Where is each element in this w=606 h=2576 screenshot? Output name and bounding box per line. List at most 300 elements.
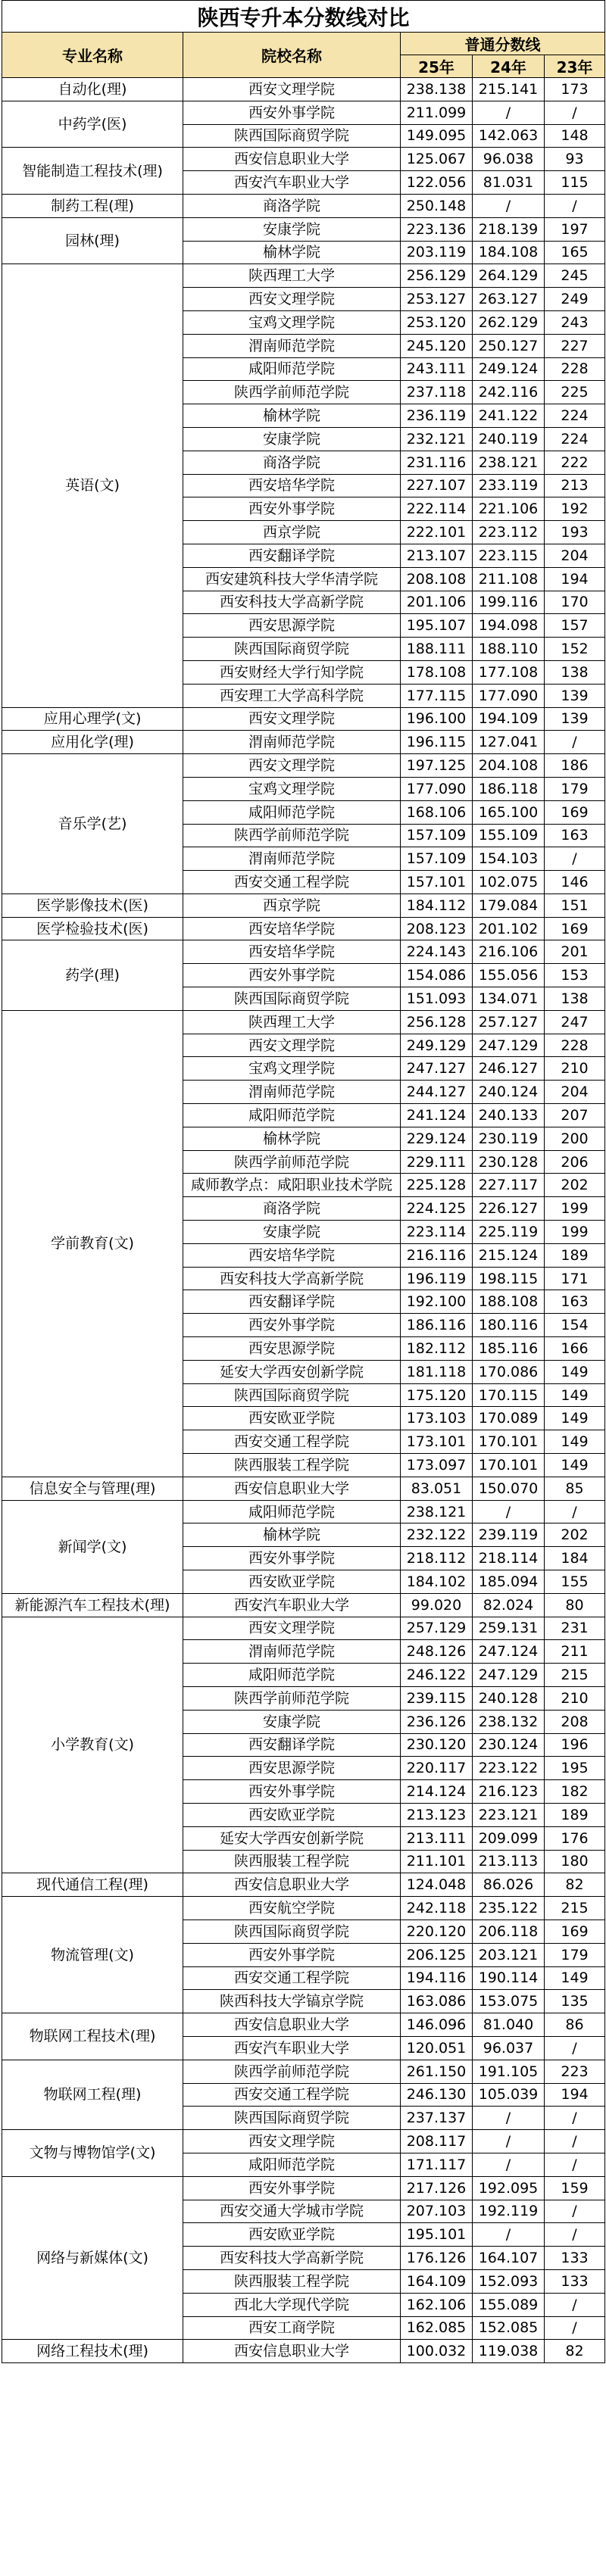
score-2023: 201 <box>545 940 605 964</box>
score-2024: 155.056 <box>473 964 545 987</box>
header-year-2023: 23年 <box>545 55 605 78</box>
score-2025: 201.106 <box>401 591 473 614</box>
score-2024: 96.038 <box>473 148 545 171</box>
school-name: 西安信息职业大学 <box>183 2013 401 2037</box>
school-name: 西安信息职业大学 <box>183 148 401 171</box>
school-name: 陕西学前师范学院 <box>183 2060 401 2083</box>
score-2024: 180.116 <box>473 1314 545 1337</box>
major-name: 现代通信工程(理) <box>2 1873 183 1897</box>
score-2023: 115 <box>545 171 605 195</box>
school-name: 陕西学前师范学院 <box>183 1150 401 1174</box>
score-2024: / <box>473 2223 545 2247</box>
score-2025: 164.109 <box>401 2269 473 2293</box>
school-name: 咸阳师范学院 <box>183 800 401 824</box>
school-name: 西安文理学院 <box>183 1034 401 1057</box>
score-2025: 247.127 <box>401 1057 473 1081</box>
score-2024: 81.031 <box>473 171 545 195</box>
score-2023: 182 <box>545 1780 605 1804</box>
score-2024: 192.119 <box>473 2200 545 2223</box>
score-2024: 209.099 <box>473 1826 545 1850</box>
school-name: 西安思源学院 <box>183 614 401 638</box>
score-2024: 240.119 <box>473 427 545 451</box>
score-2025: 229.111 <box>401 1150 473 1174</box>
school-name: 陕西服装工程学院 <box>183 1850 401 1873</box>
score-2025: 238.138 <box>401 78 473 101</box>
score-2024: 250.127 <box>473 334 545 357</box>
school-name: 延安大学西安创新学院 <box>183 1826 401 1850</box>
score-2025: 182.112 <box>401 1337 473 1361</box>
school-name: 咸阳师范学院 <box>183 357 401 381</box>
score-2023: 247 <box>545 1010 605 1034</box>
school-name: 商洛学院 <box>183 451 401 474</box>
school-name: 陕西国际商贸学院 <box>183 987 401 1011</box>
major-name: 学前教育(文) <box>2 1010 183 1477</box>
score-2024: 177.108 <box>473 660 545 684</box>
score-2024: 134.071 <box>473 987 545 1011</box>
school-name: 西安思源学院 <box>183 1337 401 1361</box>
score-2023: 85 <box>545 1477 605 1500</box>
score-2023: 139 <box>545 684 605 707</box>
school-name: 西安外事学院 <box>183 1314 401 1337</box>
score-2025: 245.120 <box>401 334 473 357</box>
school-name: 渭南师范学院 <box>183 731 401 754</box>
table-row <box>2 78 605 101</box>
score-2024: 185.116 <box>473 1337 545 1361</box>
school-name: 咸阳师范学院 <box>183 1500 401 1523</box>
school-name: 西安工商学院 <box>183 2316 401 2340</box>
school-name: 咸阳师范学院 <box>183 2153 401 2176</box>
school-name: 西安财经大学行知学院 <box>183 660 401 684</box>
score-2025: 83.051 <box>401 1477 473 1500</box>
score-2025: 173.103 <box>401 1407 473 1430</box>
score-2024: 242.116 <box>473 381 545 404</box>
score-2024: 240.124 <box>473 1081 545 1104</box>
score-2025: 207.103 <box>401 2200 473 2223</box>
school-name: 陕西科技大学镐京学院 <box>183 1990 401 2013</box>
score-2023: / <box>545 2107 605 2130</box>
score-2024: 206.118 <box>473 1920 545 1943</box>
table-row <box>2 101 605 124</box>
score-2023: 204 <box>545 544 605 567</box>
school-name: 咸阳师范学院 <box>183 1664 401 1687</box>
school-name: 西安交通大学城市学院 <box>183 2200 401 2223</box>
school-name: 西安文理学院 <box>183 288 401 311</box>
table-body <box>2 78 605 2363</box>
score-2024: 164.107 <box>473 2247 545 2270</box>
score-2024: 155.089 <box>473 2293 545 2316</box>
school-name: 西安交通工程学院 <box>183 1430 401 1454</box>
school-name: 陕西学前师范学院 <box>183 381 401 404</box>
score-2024: 96.037 <box>473 2036 545 2060</box>
major-name: 医学检验技术(医) <box>2 917 183 940</box>
major-name: 物流管理(文) <box>2 1897 183 2013</box>
score-2023: 139 <box>545 707 605 731</box>
score-2025: 176.126 <box>401 2247 473 2270</box>
school-name: 陕西理工大学 <box>183 1010 401 1034</box>
score-2024: 170.101 <box>473 1430 545 1454</box>
score-2024: 188.110 <box>473 638 545 661</box>
school-name: 安康学院 <box>183 1221 401 1244</box>
score-2024: 150.070 <box>473 1477 545 1500</box>
table-row <box>2 1897 605 1920</box>
score-2023: 138 <box>545 660 605 684</box>
school-name: 西安交通工程学院 <box>183 871 401 894</box>
school-name: 陕西国际商贸学院 <box>183 638 401 661</box>
score-2023: 213 <box>545 474 605 497</box>
school-name: 西安文理学院 <box>183 754 401 778</box>
score-2025: 253.120 <box>401 310 473 334</box>
table-row <box>2 2060 605 2083</box>
table-row <box>2 1500 605 1523</box>
table-row <box>2 217 605 241</box>
school-name: 西安思源学院 <box>183 1757 401 1780</box>
score-2024: 186.118 <box>473 777 545 800</box>
score-2024: / <box>473 194 545 217</box>
school-name: 商洛学院 <box>183 1197 401 1221</box>
score-2025: 223.114 <box>401 1221 473 1244</box>
score-2024: 230.124 <box>473 1733 545 1757</box>
score-2025: 256.129 <box>401 264 473 288</box>
score-2024: 142.063 <box>473 124 545 148</box>
score-2023: 133 <box>545 2269 605 2293</box>
score-2023: 189 <box>545 1803 605 1826</box>
score-2025: 232.121 <box>401 427 473 451</box>
score-2025: 177.115 <box>401 684 473 707</box>
school-name: 延安大学西安创新学院 <box>183 1360 401 1383</box>
score-2024: 247.124 <box>473 1640 545 1664</box>
score-2023: 249 <box>545 288 605 311</box>
score-2023: 169 <box>545 1920 605 1943</box>
score-2025: 231.116 <box>401 451 473 474</box>
school-name: 西北大学现代学院 <box>183 2293 401 2316</box>
score-2025: 196.115 <box>401 731 473 754</box>
score-2025: 224.143 <box>401 940 473 964</box>
score-2025: 125.067 <box>401 148 473 171</box>
score-2023: 179 <box>545 1943 605 1966</box>
score-2023: 166 <box>545 1337 605 1361</box>
score-2025: 194.116 <box>401 1966 473 1990</box>
score-2024: 105.039 <box>473 2083 545 2107</box>
score-2025: 177.090 <box>401 777 473 800</box>
school-name: 西安汽车职业大学 <box>183 171 401 195</box>
major-name: 物联网工程技术(理) <box>2 2013 183 2060</box>
table-row <box>2 707 605 731</box>
school-name: 西安科技大学高新学院 <box>183 2247 401 2270</box>
school-name: 西安信息职业大学 <box>183 2340 401 2363</box>
major-name: 园林(理) <box>2 217 183 264</box>
score-2024: 203.121 <box>473 1943 545 1966</box>
score-2023: 149 <box>545 1966 605 1990</box>
school-name: 陕西学前师范学院 <box>183 824 401 847</box>
score-2025: 203.119 <box>401 241 473 264</box>
score-2024: 233.119 <box>473 474 545 497</box>
major-name: 应用心理学(文) <box>2 707 183 731</box>
score-2024: 170.086 <box>473 1360 545 1383</box>
score-2024: 240.133 <box>473 1104 545 1127</box>
score-2024: 230.119 <box>473 1127 545 1150</box>
score-2023: 149 <box>545 1360 605 1383</box>
score-2024: 238.121 <box>473 451 545 474</box>
score-2025: 208.108 <box>401 567 473 591</box>
score-2025: 237.118 <box>401 381 473 404</box>
major-name: 音乐学(艺) <box>2 754 183 894</box>
score-2025: 162.106 <box>401 2293 473 2316</box>
score-2023: 207 <box>545 1104 605 1127</box>
major-name: 物联网工程(理) <box>2 2060 183 2129</box>
table-row <box>2 2340 605 2363</box>
major-name: 新能源汽车工程技术(理) <box>2 1593 183 1617</box>
score-2023: / <box>545 2036 605 2060</box>
major-name: 英语(文) <box>2 264 183 707</box>
score-2023: 93 <box>545 148 605 171</box>
score-2025: 217.126 <box>401 2176 473 2200</box>
school-name: 陕西国际商贸学院 <box>183 1383 401 1407</box>
score-2025: 223.136 <box>401 217 473 241</box>
score-2024: 235.122 <box>473 1897 545 1920</box>
score-2023: / <box>545 2200 605 2223</box>
score-2023: / <box>545 2130 605 2153</box>
score-2023: 200 <box>545 1127 605 1150</box>
score-2025: 178.108 <box>401 660 473 684</box>
table-row <box>2 893 605 917</box>
score-2025: 253.127 <box>401 288 473 311</box>
school-name: 西安交通工程学院 <box>183 2083 401 2107</box>
score-2023: 225 <box>545 381 605 404</box>
score-2024: / <box>473 2130 545 2153</box>
score-2023: / <box>545 194 605 217</box>
score-2024: 215.124 <box>473 1243 545 1267</box>
score-2023: 196 <box>545 1733 605 1757</box>
header-year-2024: 24年 <box>473 55 545 78</box>
school-name: 西安翻译学院 <box>183 544 401 567</box>
table-row <box>2 1477 605 1500</box>
major-name: 小学教育(文) <box>2 1617 183 1873</box>
score-2025: 241.124 <box>401 1104 473 1127</box>
school-name: 西安建筑科技大学华清学院 <box>183 567 401 591</box>
score-2023: 228 <box>545 1034 605 1057</box>
score-2025: 157.101 <box>401 871 473 894</box>
score-2025: 261.150 <box>401 2060 473 2083</box>
school-name: 西安汽车职业大学 <box>183 2036 401 2060</box>
score-2025: 246.122 <box>401 1664 473 1687</box>
table-row <box>2 194 605 217</box>
school-name: 西安外事学院 <box>183 964 401 987</box>
table-row <box>2 917 605 940</box>
score-table <box>2 0 605 2363</box>
score-2023: 199 <box>545 1197 605 1221</box>
score-2023: 82 <box>545 2340 605 2363</box>
score-2024: / <box>473 2153 545 2176</box>
score-2024: 249.124 <box>473 357 545 381</box>
table-row <box>2 1010 605 1034</box>
school-name: 陕西国际商贸学院 <box>183 1920 401 1943</box>
score-2023: 180 <box>545 1850 605 1873</box>
score-2024: 213.113 <box>473 1850 545 1873</box>
score-2025: 257.129 <box>401 1617 473 1640</box>
school-name: 陕西国际商贸学院 <box>183 124 401 148</box>
table-row <box>2 2130 605 2153</box>
major-name: 自动化(理) <box>2 78 183 101</box>
score-2023: / <box>545 1500 605 1523</box>
score-2025: 171.117 <box>401 2153 473 2176</box>
score-2025: 224.125 <box>401 1197 473 1221</box>
school-name: 西安欧亚学院 <box>183 1803 401 1826</box>
score-2025: 213.107 <box>401 544 473 567</box>
school-name: 西安翻译学院 <box>183 1290 401 1314</box>
school-name: 西安培华学院 <box>183 917 401 940</box>
table-row <box>2 148 605 171</box>
score-2023: / <box>545 101 605 124</box>
score-2025: 163.086 <box>401 1990 473 2013</box>
score-2024: 240.128 <box>473 1686 545 1710</box>
major-name: 网络与新媒体(文) <box>2 2176 183 2340</box>
score-2023: 171 <box>545 1267 605 1290</box>
table-row <box>2 754 605 778</box>
score-2023: / <box>545 847 605 871</box>
school-name: 安康学院 <box>183 1710 401 1733</box>
score-2024: 204.108 <box>473 754 545 778</box>
score-2025: 195.101 <box>401 2223 473 2247</box>
score-2023: 149 <box>545 1454 605 1477</box>
school-name: 西安培华学院 <box>183 1243 401 1267</box>
score-2025: 184.112 <box>401 893 473 917</box>
score-2023: / <box>545 2153 605 2176</box>
score-2023: 133 <box>545 2247 605 2270</box>
school-name: 西安文理学院 <box>183 707 401 731</box>
score-2024: 223.112 <box>473 521 545 544</box>
school-name: 榆林学院 <box>183 1127 401 1150</box>
school-name: 渭南师范学院 <box>183 1640 401 1664</box>
score-2023: 186 <box>545 754 605 778</box>
score-2024: 247.129 <box>473 1034 545 1057</box>
score-2023: 155 <box>545 1570 605 1594</box>
table-row <box>2 731 605 754</box>
score-2023: 163 <box>545 824 605 847</box>
score-2024: 184.108 <box>473 241 545 264</box>
score-2025: 220.117 <box>401 1757 473 1780</box>
table-row <box>2 940 605 964</box>
school-name: 西安文理学院 <box>183 2130 401 2153</box>
score-2024: 177.090 <box>473 684 545 707</box>
score-2023: 202 <box>545 1174 605 1197</box>
score-2025: 120.051 <box>401 2036 473 2060</box>
score-2024: 199.116 <box>473 591 545 614</box>
table-row <box>2 1873 605 1897</box>
score-2025: 249.129 <box>401 1034 473 1057</box>
score-2025: 173.097 <box>401 1454 473 1477</box>
score-2023: 192 <box>545 497 605 521</box>
score-2024: 216.106 <box>473 940 545 964</box>
score-2024: 190.114 <box>473 1966 545 1990</box>
school-name: 西安培华学院 <box>183 474 401 497</box>
score-2023: 210 <box>545 1686 605 1710</box>
major-name: 文物与博物馆学(文) <box>2 2130 183 2177</box>
score-2023: 195 <box>545 1757 605 1780</box>
school-name: 宝鸡文理学院 <box>183 1057 401 1081</box>
score-2025: 229.124 <box>401 1127 473 1150</box>
score-2024: 246.127 <box>473 1057 545 1081</box>
score-2025: 195.107 <box>401 614 473 638</box>
score-2025: 225.128 <box>401 1174 473 1197</box>
school-name: 西安科技大学高新学院 <box>183 1267 401 1290</box>
score-2023: 80 <box>545 1593 605 1617</box>
score-2025: 157.109 <box>401 824 473 847</box>
major-name: 新闻学(文) <box>2 1500 183 1593</box>
score-2024: 127.041 <box>473 731 545 754</box>
header-year-2025: 25年 <box>401 55 473 78</box>
school-name: 咸阳师范学院 <box>183 1104 401 1127</box>
table-title: 陕西专升本分数线对比 <box>2 1 605 33</box>
score-2025: 227.107 <box>401 474 473 497</box>
score-2023: 215 <box>545 1664 605 1687</box>
score-2024: 188.108 <box>473 1290 545 1314</box>
school-name: 西安信息职业大学 <box>183 1477 401 1500</box>
score-2023: 159 <box>545 2176 605 2200</box>
score-2025: 256.128 <box>401 1010 473 1034</box>
table-row <box>2 2176 605 2200</box>
score-2024: 194.109 <box>473 707 545 731</box>
score-2025: 211.099 <box>401 101 473 124</box>
score-2023: 138 <box>545 987 605 1011</box>
score-2023: 149 <box>545 1383 605 1407</box>
table-row <box>2 2013 605 2037</box>
score-2025: 149.095 <box>401 124 473 148</box>
score-2023: 194 <box>545 2083 605 2107</box>
score-2024: 226.127 <box>473 1197 545 1221</box>
score-2024: 247.129 <box>473 1664 545 1687</box>
school-name: 西安培华学院 <box>183 940 401 964</box>
score-2025: 246.130 <box>401 2083 473 2107</box>
school-name: 宝鸡文理学院 <box>183 310 401 334</box>
school-name: 西安外事学院 <box>183 1780 401 1804</box>
school-name: 西安科技大学高新学院 <box>183 591 401 614</box>
score-2024: 152.093 <box>473 2269 545 2293</box>
score-2024: 259.131 <box>473 1617 545 1640</box>
score-2025: 196.119 <box>401 1267 473 1290</box>
score-2023: 173 <box>545 78 605 101</box>
score-2024: 170.101 <box>473 1454 545 1477</box>
score-2024: / <box>473 101 545 124</box>
major-name: 制药工程(理) <box>2 194 183 217</box>
score-2025: 192.100 <box>401 1290 473 1314</box>
score-2024: 201.102 <box>473 917 545 940</box>
score-2024: / <box>473 1500 545 1523</box>
score-2025: 239.115 <box>401 1686 473 1710</box>
score-2025: 99.020 <box>401 1593 473 1617</box>
school-name: 渭南师范学院 <box>183 1081 401 1104</box>
score-2023: 179 <box>545 777 605 800</box>
score-2024: 194.098 <box>473 614 545 638</box>
table-row <box>2 264 605 288</box>
score-2024: 216.123 <box>473 1780 545 1804</box>
score-2023: 169 <box>545 800 605 824</box>
score-2025: 162.085 <box>401 2316 473 2340</box>
score-2023: 199 <box>545 1221 605 1244</box>
score-2024: 223.115 <box>473 544 545 567</box>
school-name: 西安外事学院 <box>183 497 401 521</box>
score-2023: 197 <box>545 217 605 241</box>
score-2024: 102.075 <box>473 871 545 894</box>
score-2024: 165.100 <box>473 800 545 824</box>
score-2023: 176 <box>545 1826 605 1850</box>
score-2024: 153.075 <box>473 1990 545 2013</box>
score-2024: 155.109 <box>473 824 545 847</box>
school-name: 西安外事学院 <box>183 1547 401 1570</box>
score-2024: 223.122 <box>473 1757 545 1780</box>
score-2023: 135 <box>545 1990 605 2013</box>
score-2025: 230.120 <box>401 1733 473 1757</box>
score-2025: 211.101 <box>401 1850 473 1873</box>
